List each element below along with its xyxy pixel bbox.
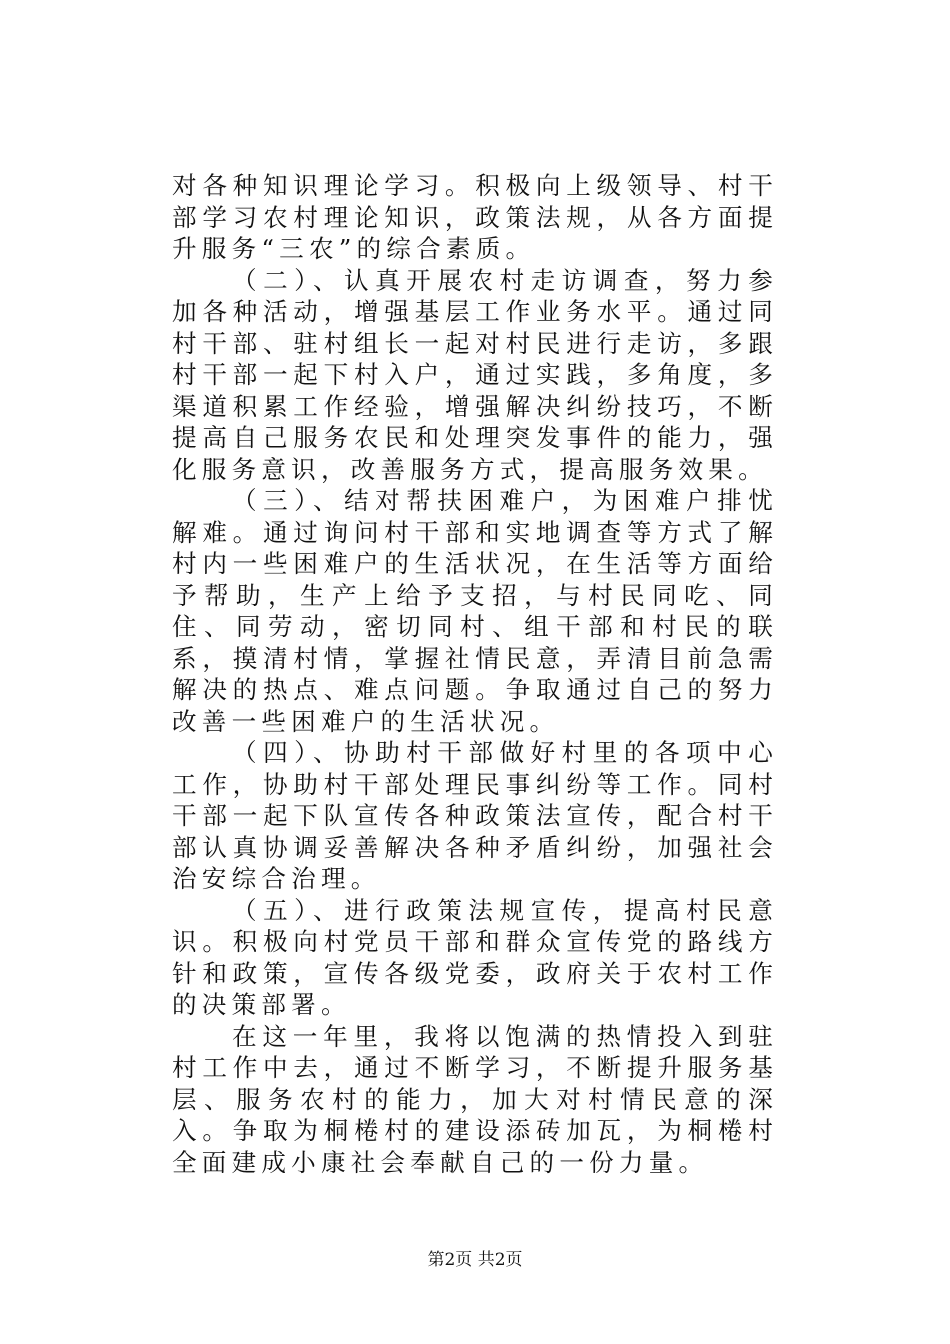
paragraph-section-four: （四）、协助村干部做好村里的各项中心工作，协助村干部处理民事纠纷等工作。同村干部一起下队宣传各种政策法宣传，配合村干部认真协调妥善解决各种矛盾纠纷，加强社会治安综合治理。 bbox=[172, 738, 778, 893]
page-footer: 第2页 共2页 bbox=[427, 1250, 523, 1270]
document-body bbox=[172, 170, 778, 1178]
paragraph-continuation: 对各种知识理论学习。积极向上级领导、村干部学习农村理论知识，政策法规，从各方面提升服务“三农”的综合素质。 bbox=[172, 171, 778, 263]
paragraph-section-five: （五）、进行政策法规宣传，提高村民意识。积极向村党员干部和群众宣传党的路线方针和政策，宣传各级党委，政府关于农村工作的决策部署。 bbox=[172, 895, 778, 1019]
paragraph-section-two: （二）、认真开展农村走访调查，努力参加各种活动，增强基层工作业务水平。通过同村干部、驻村组长一起对村民进行走访，多跟村干部一起下村入户，通过实践，多角度，多渠道积累工作经验，增强解决纠纷技巧，不断提高自己服务农民和处理突发事件的能力，强化服务意识，改善服务方式，提高服务效果。 bbox=[172, 265, 778, 484]
paragraph-conclusion: 在这一年里，我将以饱满的热情投入到驻村工作中去，通过不断学习，不断提升服务基层、服务农村的能力，加大对村情民意的深入。争取为桐棬村的建设添砖加瓦，为桐棬村全面建成小康社会奉献自己的一份力量。 bbox=[172, 1021, 778, 1177]
paragraph-section-three: （三）、结对帮扶困难户，为困难户排忧解难。通过询问村干部和实地调查等方式了解村内一些困难户的生活状况，在生活等方面给予帮助，生产上给予支招，与村民同吃、同住、同劳动，密切同村、组干部和村民的联系，摸清村情，掌握社情民意，弄清目前急需解决的热点、难点问题。争取通过自己的努力改善一些困难户的生活状况。 bbox=[172, 486, 778, 736]
